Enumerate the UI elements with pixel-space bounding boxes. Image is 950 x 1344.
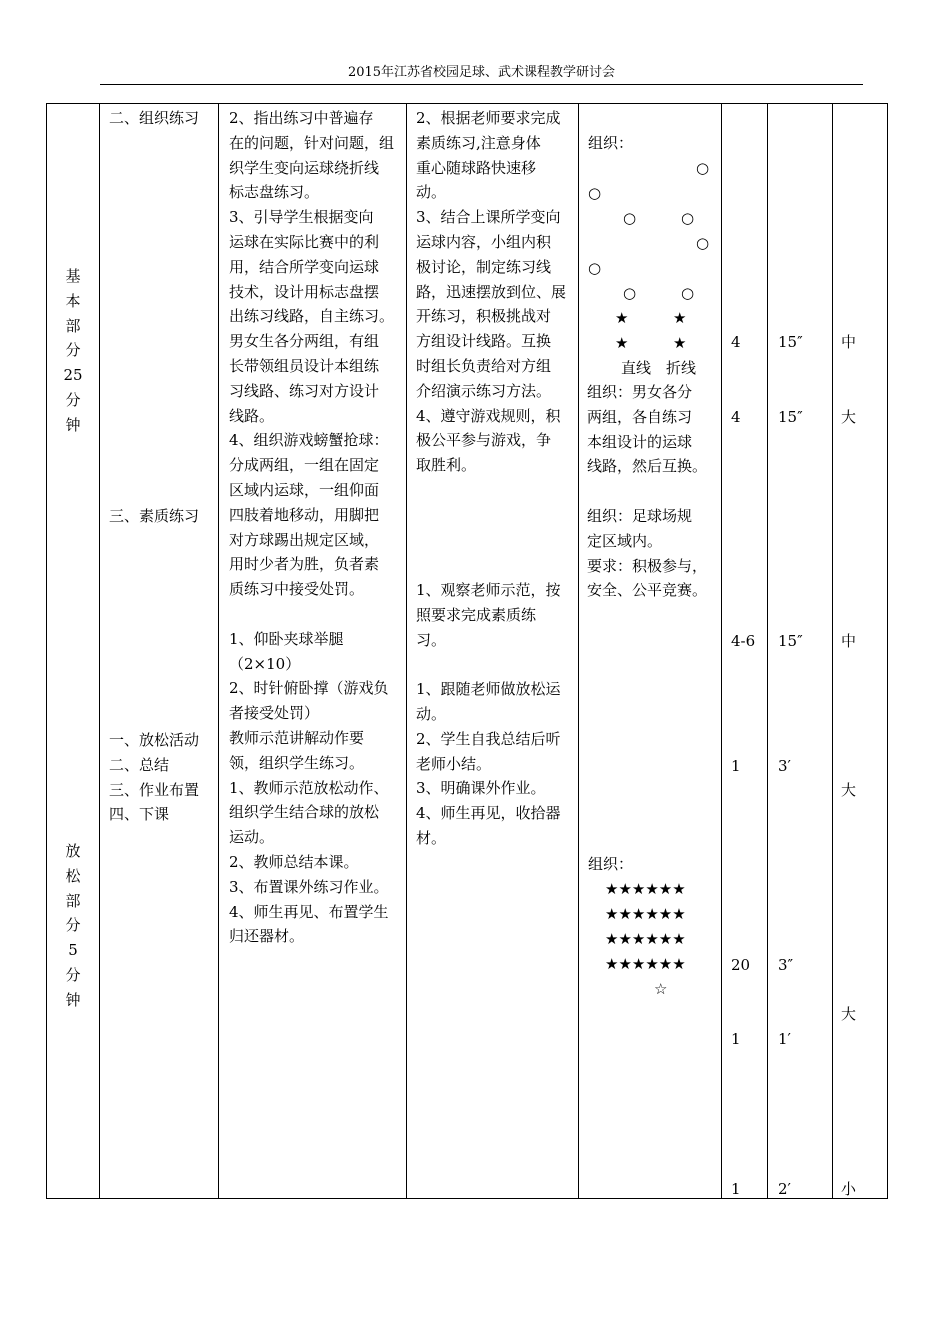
duration-value: 15″ [778, 333, 803, 351]
column-divider [578, 104, 579, 1198]
section-relax-label: 放 松 部 分 5 分 钟 [65, 842, 81, 1009]
cone-marker: ○ [696, 159, 710, 177]
duration-value: 1′ [778, 1030, 791, 1048]
column-divider [767, 104, 768, 1198]
column-divider [99, 104, 100, 1198]
page-header-title: 2015年江苏省校园足球、武术课程教学研讨会 [347, 65, 616, 80]
intensity-value: 中 [841, 333, 857, 351]
intensity-value: 小 [841, 1180, 857, 1198]
duration-value: 3″ [778, 956, 794, 974]
student-marker: ★ [615, 309, 629, 327]
cone-marker: ○ [588, 259, 602, 277]
repetitions-value: 1 [731, 757, 741, 775]
student-marker: ★ [673, 309, 687, 327]
cone-marker: ○ [696, 234, 710, 252]
header-rule [100, 84, 863, 85]
repetitions-value: 1 [731, 1180, 741, 1198]
formation-row: ★★★★★★ [605, 930, 686, 948]
duration-value: 15″ [778, 632, 803, 650]
diagram-caption: 直线 折线 [621, 359, 697, 377]
repetitions-value: 20 [731, 956, 751, 974]
repetitions-value: 4 [731, 333, 741, 351]
organize-label: 组织： [588, 134, 634, 152]
cone-marker: ○ [681, 209, 695, 227]
cone-marker: ○ [623, 284, 637, 302]
content-organize-practice: 二、组织练习 [109, 109, 200, 127]
intensity-value: 大 [841, 781, 857, 799]
column-divider [721, 104, 722, 1198]
formation-row: ★★★★★★ [605, 955, 686, 973]
formation-row: ★★★★★★ [605, 905, 686, 923]
teacher-activities: 2、指出练习中普遍存 在的问题，针对问题，组 织学生变向运球绕折线 标志盘练习。 3、引导学生根据变向 运球在实际比赛中的利 用，结合所学变向运球 技术，设计用标志盘摆 出练习线路，自主练习。 男女生各分两组，有组 长带领组员设计本组练 习线路、练习对方设计 线路。 4、组织游戏螃蟹抢球： 分成两组，一组在固定 区域内运球，一组仰面 四肢着地移动，用脚把 对方球踢出规定区域， 用时少者为胜，负者素 质练习中接受处罚。 1、仰卧夹球举腿 （2×10） 2、时针俯卧撑（游戏负 者接受处罚） 教师示范讲解动作要 领，组织学生练习。 1、教师示范放松动作、 组织学生结合球的放松 运动。 2、教师总结本课。 3、布置课外练习作业。 4、师生再见、布置学生 归还器材。 [229, 109, 395, 946]
teacher-marker: ☆ [654, 980, 668, 998]
student-marker: ★ [615, 334, 629, 352]
content-quality-practice: 三、素质练习 [109, 507, 200, 525]
content-ending-list: 一、放松活动 二、总结 三、作业布置 四、下课 [109, 731, 200, 824]
column-divider [218, 104, 219, 1198]
intensity-value: 中 [841, 632, 857, 650]
duration-value: 3′ [778, 757, 791, 775]
cone-marker: ○ [623, 209, 637, 227]
duration-value: 15″ [778, 408, 803, 426]
repetitions-value: 4-6 [731, 632, 756, 650]
intensity-value: 大 [841, 408, 857, 426]
repetitions-value: 1 [731, 1030, 741, 1048]
student-activities-main: 2、根据老师要求完成 素质练习,注意身体 重心随球路快速移 动。 3、结合上课所学变向 运球内容，小组内积 极讨论，制定练习线 路，迅速摆放到位、展 开练习，积极挑战对 方组设计线路。互换 时组长负责给对方组 介绍演示练习方法。 4、遵守游戏规则，积 极公平参与游戏，争 取胜利。 [416, 109, 567, 475]
intensity-value: 大 [841, 1005, 857, 1023]
student-activities-ending: 1、观察老师示范，按 照要求完成素质练 习。 1、跟随老师做放松运 动。 2、学生自我总结后听 老师小结。 3、明确课外作业。 4、师生再见，收拾器 材。 [416, 581, 561, 847]
formation-row: ★★★★★★ [605, 880, 686, 898]
duration-value: 2′ [778, 1180, 791, 1198]
repetitions-value: 4 [731, 408, 741, 426]
cone-marker: ○ [588, 184, 602, 202]
organize-note-field: 组织：足球场规 定区域内。 要求：积极参与， 安全、公平竞赛。 [587, 507, 708, 600]
lesson-plan-table [46, 103, 888, 1199]
organize-note-groups: 组织：男女各分 两组，各自练习 本组设计的运球 线路，然后互换。 [587, 383, 708, 476]
organize-label-ending: 组织： [588, 855, 634, 873]
section-basic-label: 基 本 部 分 25 分 钟 [63, 267, 83, 434]
column-divider [832, 104, 833, 1198]
student-marker: ★ [673, 334, 687, 352]
column-divider [406, 104, 407, 1198]
cone-marker: ○ [681, 284, 695, 302]
